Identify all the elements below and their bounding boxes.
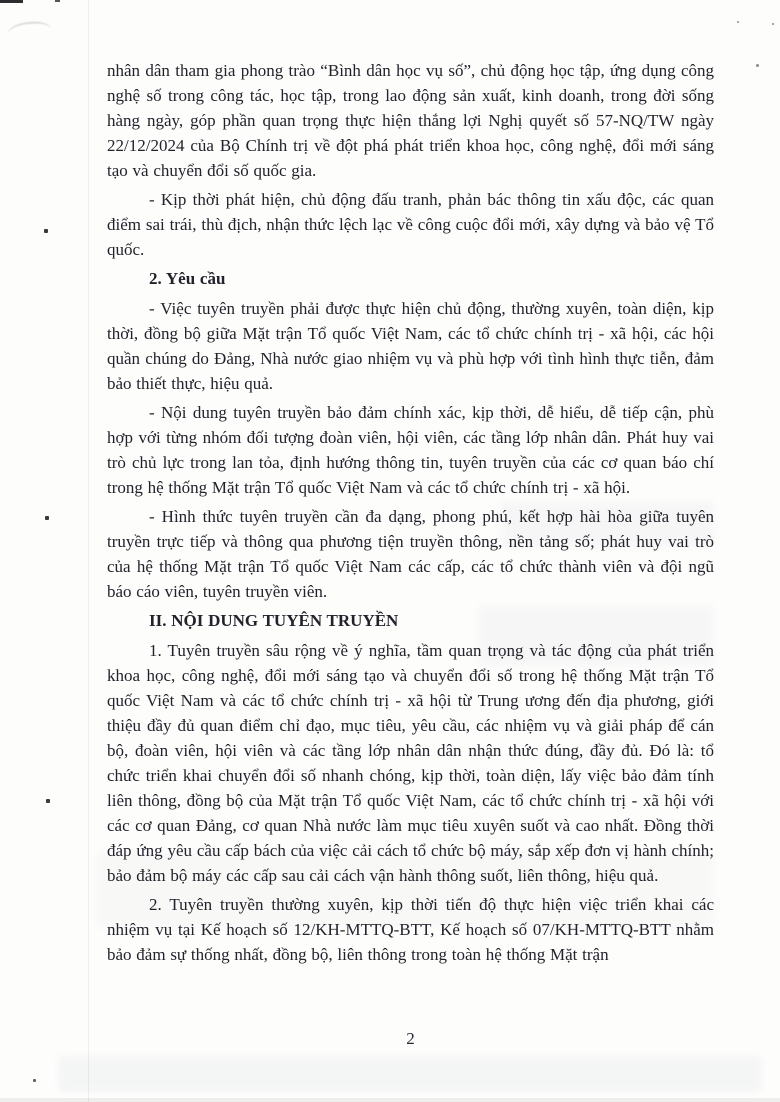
scan-speck xyxy=(772,23,774,25)
scan-smudge xyxy=(7,20,52,36)
body-paragraph: 2. Tuyên truyền thường xuyên, kịp thời tiến độ thực hiện việc triển khai các nhiệm vụ tại Kế hoạch số 12/KH-MTTQ-BTT, Kế hoạch số 07/KH-MTTQ-BTT nhằm bảo đảm sự thống nhất, đồng bộ, liên thông trong toàn hệ thống Mặt trận xyxy=(107,895,714,964)
body-paragraph: - Nội dung tuyên truyền bảo đảm chính xác, kịp thời, dễ hiểu, dễ tiếp cận, phù hợp với từng nhóm đối tượng đoàn viên, hội viên, các tầng lớp nhân dân. Phát huy vai trò chủ lực trong lan tỏa, định hướng thông tin, tuyên truyền của các cơ quan báo chí trong hệ thống Mặt trận Tổ quốc Việt Nam và các tổ chức chính trị - xã hội. xyxy=(107,403,714,497)
scan-margin-dot xyxy=(46,799,50,803)
scan-bleedthrough xyxy=(58,1056,762,1092)
scan-corner-mark xyxy=(55,0,60,2)
body-paragraph: 1. Tuyên truyền sâu rộng về ý nghĩa, tầm quan trọng và tác động của phát triển khoa học, công nghệ, đổi mới sáng tạo và chuyển đổi số trong hệ thống Mặt trận Tổ quốc Việt Nam và các tổ chức chính trị - xã hội từ Trung ương đến địa phương, giới thiệu đầy đủ quan điểm chỉ đạo, mục tiêu, yêu cầu, các nhiệm vụ và giải pháp để cán bộ, đoàn viên, hội viên và các tầng lớp nhân dân nhận thức đúng, đầy đủ. Đó là: tổ chức triển khai chuyển đổi số nhanh chóng, kịp thời, toàn diện, lấy việc bảo đảm tính liên thông, đồng bộ của Mặt trận Tổ quốc Việt Nam, các tổ chức chính trị - xã hội với các cơ quan Đảng, cơ quan Nhà nước làm mục tiêu xuyên suốt và cao nhất. Đồng thời đáp ứng yêu cầu cấp bách của việc cải cách tổ chức bộ máy, sắp xếp đơn vị hành chính; bảo đảm bộ máy các cấp sau cải cách vận hành thông suốt, liên thông, hiệu quả. xyxy=(107,641,714,885)
body-paragraph: - Hình thức tuyên truyền cần đa dạng, phong phú, kết hợp hài hòa giữa tuyên truyền trực tiếp và thông qua phương tiện truyền thông, nền tảng số; phát huy vai trò của hệ thống Mặt trận Tổ quốc Việt Nam các cấp, các tổ chức thành viên và đội ngũ báo cáo viên, tuyên truyền viên. xyxy=(107,507,714,601)
scan-corner-mark xyxy=(0,0,23,3)
scan-speck xyxy=(756,64,759,67)
page-number: 2 xyxy=(406,1029,415,1048)
scan-speck xyxy=(737,21,739,23)
document-body xyxy=(107,58,714,971)
scan-margin-dot xyxy=(44,229,48,233)
body-paragraph: - Việc tuyên truyền phải được thực hiện chủ động, thường xuyên, toàn diện, kịp thời, đồng bộ giữa Mặt trận Tổ quốc Việt Nam, các tổ chức chính trị - xã hội, các hội quần chúng do Đảng, Nhà nước giao nhiệm vụ và phù hợp với tình hình thực tiễn, đảm bảo thiết thực, hiệu quả. xyxy=(107,299,714,393)
scan-margin-dot xyxy=(45,516,49,520)
body-paragraph: - Kịp thời phát hiện, chủ động đấu tranh, phản bác thông tin xấu độc, các quan điểm sai trái, thù địch, nhận thức lệch lạc về công cuộc đổi mới, xây dựng và bảo vệ Tổ quốc. xyxy=(107,190,714,259)
section-heading-yeu-cau: 2. Yêu cầu xyxy=(149,269,226,288)
section-heading-noi-dung: II. NỘI DUNG TUYÊN TRUYỀN xyxy=(149,611,399,630)
body-paragraph: nhân dân tham gia phong trào “Bình dân học vụ số”, chủ động học tập, ứng dụng công nghệ số trong công tác, học tập, trong lao động sản xuất, kinh doanh, trong đời sống hàng ngày, góp phần quan trọng thực hiện thắng lợi Nghị quyết số 57-NQ/TW ngày 22/12/2024 của Bộ Chính trị về đột phá phát triển khoa học, công nghệ, đổi mới sáng tạo và chuyển đổi số quốc gia. xyxy=(107,61,714,180)
scan-fold-line xyxy=(88,0,89,1102)
scan-margin-dot xyxy=(33,1079,36,1082)
scan-page-edge xyxy=(0,1098,780,1102)
